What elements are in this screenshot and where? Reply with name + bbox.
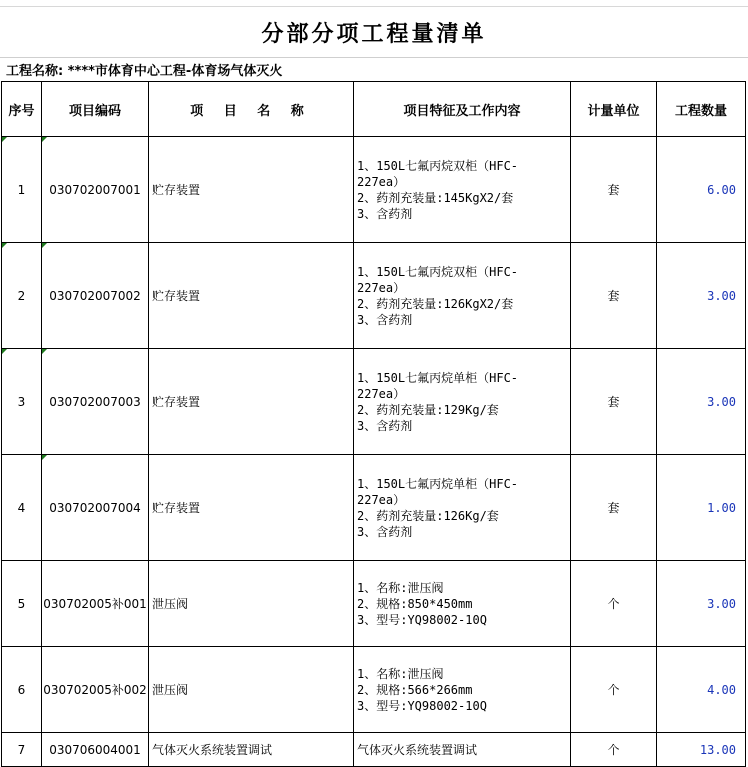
cell-desc[interactable]: [354, 647, 571, 733]
cell-code[interactable]: [42, 733, 149, 767]
header-qty[interactable]: 工程数量: [657, 82, 746, 137]
cell-name[interactable]: [149, 647, 354, 733]
header-code[interactable]: 项目编码: [42, 82, 149, 137]
desc-line: 2、药剂充装量:126Kg/套: [357, 508, 499, 523]
row-name: 气体灭火系统装置调试: [152, 743, 273, 757]
desc-line: 1、150L七氟丙烷双柜（HFC-: [357, 158, 519, 173]
cell-name[interactable]: [149, 349, 354, 455]
cell-unit[interactable]: [571, 455, 657, 561]
cell-unit[interactable]: [571, 561, 657, 647]
cell-marker-icon: [2, 349, 7, 354]
row-unit: 套: [607, 501, 620, 515]
row-unit: 套: [607, 289, 620, 303]
desc-line: 227ea）: [357, 280, 406, 295]
desc-line: 3、含药剂: [357, 206, 413, 221]
table-row: [2, 733, 746, 767]
row-unit: 个: [607, 597, 620, 611]
cell-code[interactable]: [42, 647, 149, 733]
cell-qty[interactable]: [657, 349, 746, 455]
cell-marker-icon: [2, 137, 7, 142]
header-index[interactable]: 序号: [2, 82, 42, 137]
cell-index[interactable]: [2, 647, 42, 733]
cell-desc[interactable]: [354, 455, 571, 561]
desc-line: 227ea）: [357, 386, 406, 401]
cell-code[interactable]: [42, 243, 149, 349]
cell-index[interactable]: [2, 561, 42, 647]
cell-name[interactable]: [149, 243, 354, 349]
cell-qty[interactable]: [657, 561, 746, 647]
row-name: 贮存装置: [152, 289, 201, 303]
row-index: 2: [17, 288, 26, 303]
row-code: 030702007001: [49, 182, 141, 197]
row-qty: 3.00: [707, 596, 736, 611]
table-row: [2, 455, 746, 561]
cell-qty[interactable]: [657, 647, 746, 733]
row-unit: 个: [607, 743, 620, 757]
cell-marker-icon: [42, 455, 47, 460]
row-index: 3: [17, 394, 26, 409]
row-index: 6: [17, 682, 26, 697]
cell-unit[interactable]: [571, 647, 657, 733]
desc-line: 1、150L七氟丙烷单柜（HFC-: [357, 476, 519, 491]
cell-qty[interactable]: [657, 243, 746, 349]
header-desc[interactable]: 项目特征及工作内容: [354, 82, 571, 137]
desc-line: 227ea）: [357, 492, 406, 507]
top-column-strip: [0, 0, 748, 7]
sheet-title: 分部分项工程量清单: [261, 20, 487, 47]
header-unit[interactable]: 计量单位: [571, 82, 657, 137]
desc-line: 3、含药剂: [357, 312, 413, 327]
desc-line: 1、150L七氟丙烷单柜（HFC-: [357, 370, 519, 385]
row-index: 1: [17, 182, 26, 197]
desc-line: 3、含药剂: [357, 418, 413, 433]
cell-name[interactable]: [149, 455, 354, 561]
row-name: 贮存装置: [152, 501, 201, 515]
cell-unit[interactable]: [571, 243, 657, 349]
row-code: 030702007003: [49, 394, 141, 409]
cell-index[interactable]: [2, 349, 42, 455]
table-row: [2, 243, 746, 349]
row-unit: 套: [607, 395, 620, 409]
cell-desc[interactable]: [354, 561, 571, 647]
cell-index[interactable]: [2, 455, 42, 561]
cell-desc[interactable]: [354, 733, 571, 767]
cell-marker-icon: [42, 243, 47, 248]
row-name: 贮存装置: [152, 183, 201, 197]
table-row: [2, 349, 746, 455]
project-name-label: 工程名称: ****市体育中心工程-体育场气体灭火: [0, 57, 748, 81]
desc-line: 2、规格:850*450mm: [357, 596, 473, 611]
cell-code[interactable]: [42, 137, 149, 243]
cell-index[interactable]: [2, 137, 42, 243]
cell-code[interactable]: [42, 561, 149, 647]
row-qty: 4.00: [707, 682, 736, 697]
table-row: [2, 647, 746, 733]
bill-of-quantities-table: [1, 81, 746, 767]
cell-marker-icon: [42, 137, 47, 142]
row-qty: 3.00: [707, 394, 736, 409]
cell-name[interactable]: [149, 733, 354, 767]
row-code: 030702005补002: [43, 683, 147, 697]
desc-line: 227ea）: [357, 174, 406, 189]
cell-index[interactable]: [2, 733, 42, 767]
desc-line: 2、药剂充装量:126KgX2/套: [357, 296, 514, 311]
row-unit: 个: [607, 683, 620, 697]
desc-line: 1、150L七氟丙烷双柜（HFC-: [357, 264, 519, 279]
row-code: 030706004001: [49, 742, 141, 757]
row-index: 4: [17, 500, 26, 515]
row-index: 7: [17, 742, 26, 757]
cell-code[interactable]: [42, 455, 149, 561]
table-row: [2, 137, 746, 243]
row-code: 030702007004: [49, 500, 141, 515]
desc-line: 3、含药剂: [357, 524, 413, 539]
cell-qty[interactable]: [657, 455, 746, 561]
cell-desc[interactable]: [354, 243, 571, 349]
row-index: 5: [17, 596, 26, 611]
cell-marker-icon: [42, 349, 47, 354]
header-name[interactable]: 项 目 名 称: [149, 82, 354, 137]
cell-unit[interactable]: [571, 137, 657, 243]
row-name: 泄压阀: [152, 683, 189, 697]
cell-code[interactable]: [42, 349, 149, 455]
row-name: 贮存装置: [152, 395, 201, 409]
row-qty: 1.00: [707, 500, 736, 515]
desc-line: 2、药剂充装量:145KgX2/套: [357, 190, 514, 205]
row-qty: 6.00: [707, 182, 736, 197]
cell-qty[interactable]: [657, 733, 746, 767]
cell-unit[interactable]: [571, 349, 657, 455]
cell-unit[interactable]: [571, 733, 657, 767]
desc-line: 气体灭火系统装置调试: [357, 742, 478, 757]
row-code: 030702005补001: [43, 597, 147, 611]
cell-desc[interactable]: [354, 349, 571, 455]
table-row: [2, 561, 746, 647]
header-row: [2, 82, 746, 137]
cell-desc[interactable]: [354, 137, 571, 243]
desc-line: 1、名称:泄压阀: [357, 666, 444, 681]
desc-line: 2、规格:566*266mm: [357, 682, 473, 697]
desc-line: 3、型号:YQ98002-10Q: [357, 612, 487, 627]
cell-marker-icon: [2, 243, 7, 248]
cell-name[interactable]: [149, 561, 354, 647]
desc-line: 1、名称:泄压阀: [357, 580, 444, 595]
desc-line: 2、药剂充装量:129Kg/套: [357, 402, 499, 417]
desc-line: 3、型号:YQ98002-10Q: [357, 698, 487, 713]
row-qty: 3.00: [707, 288, 736, 303]
cell-index[interactable]: [2, 243, 42, 349]
row-code: 030702007002: [49, 288, 141, 303]
row-unit: 套: [607, 183, 620, 197]
cell-qty[interactable]: [657, 137, 746, 243]
row-qty: 13.00: [699, 742, 736, 757]
cell-name[interactable]: [149, 137, 354, 243]
row-name: 泄压阀: [152, 597, 189, 611]
